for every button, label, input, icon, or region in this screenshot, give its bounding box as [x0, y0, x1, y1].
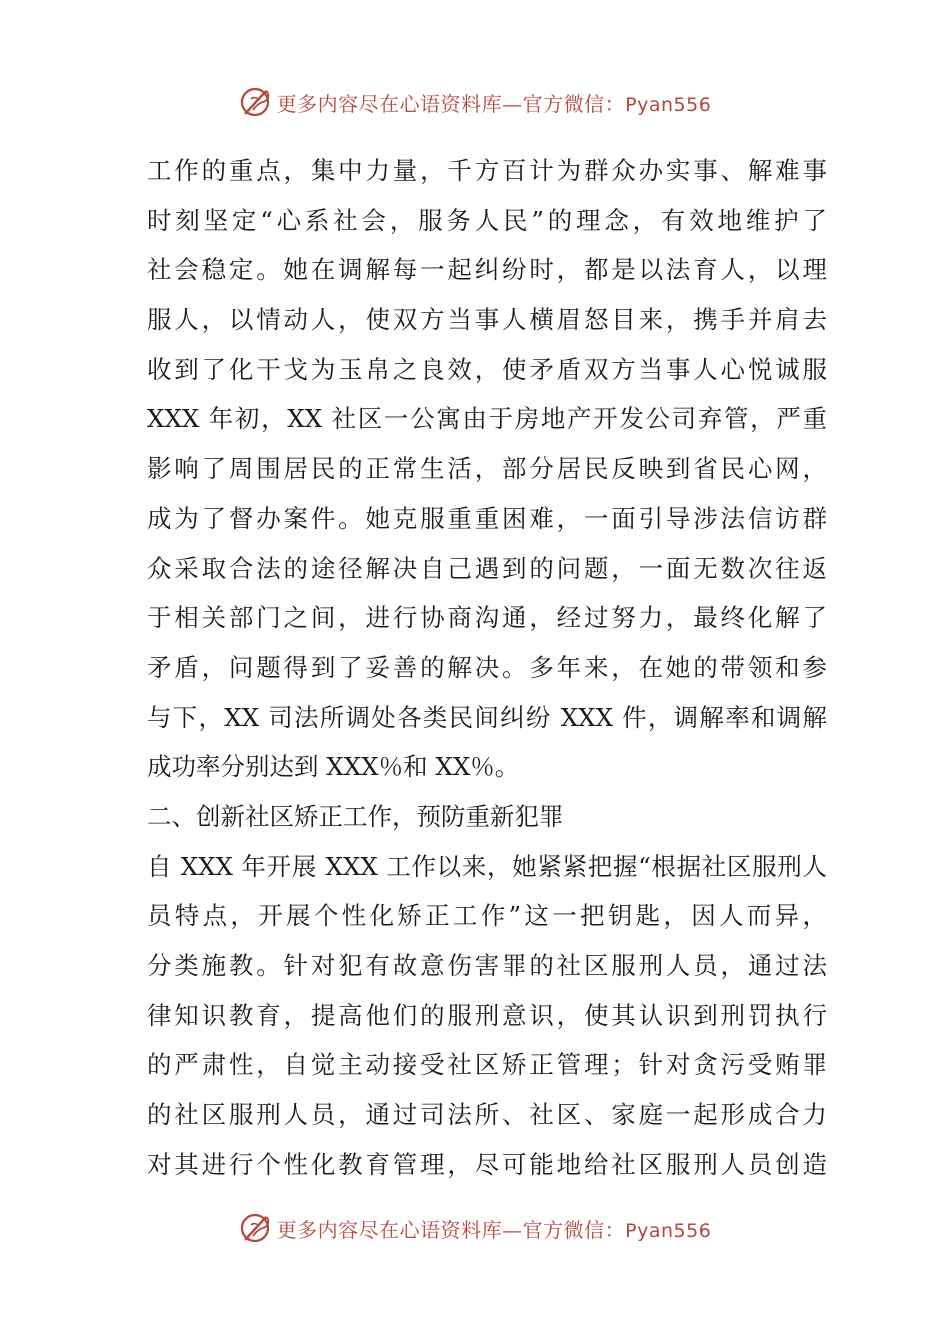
text-line: 社会稳定。她在调解每一起纠纷时，都是以法育人，以理: [147, 255, 827, 285]
text-line: 二、创新社区矫正工作，预防重新犯罪: [147, 801, 564, 831]
text-line: 自 XXX 年开展 XXX 工作以来，她紧紧把握“根据社区服刑人: [147, 851, 827, 881]
text-line: XXX 年初，XX 社区一公寓由于房地产开发公司弃管，严重: [147, 404, 827, 434]
text-line: 的严肃性，自觉主动接受社区矫正管理；针对贪污受贿罪: [147, 1050, 827, 1080]
text-line: 的社区服刑人员，通过司法所、社区、家庭一起形成合力: [147, 1100, 827, 1130]
watermark-text: [277, 88, 712, 117]
wechat-id: Pyan556: [625, 1219, 712, 1242]
wechat-id: Pyan556: [625, 93, 712, 116]
text-line: 对其进行个性化教育管理，尽可能地给社区服刑人员创造: [147, 1149, 827, 1179]
text-line: 时刻坚定“心系社会，服务人民”的理念，有效地维护了: [147, 205, 827, 235]
text-line: 服人，以情动人，使双方当事人横眉怒目来，携手并肩去: [147, 305, 827, 335]
text-line: 矛盾，问题得到了妥善的解决。多年来，在她的带领和参: [147, 652, 827, 682]
text-line: 与下，XX 司法所调处各类民间纠纷 XXX 件，调解率和调解: [147, 702, 827, 732]
quill-logo-icon: [239, 85, 273, 119]
text-line: 律知识教育，提高他们的服刑意识，使其认识到刑罚执行: [147, 1000, 827, 1030]
text-line: 成功率分别达到 XXX％和 XX％。: [147, 752, 520, 782]
quill-logo-icon: [239, 1211, 273, 1245]
text-line: 员特点，开展个性化矫正工作”这一把钥匙，因人而异，: [147, 901, 827, 931]
text-line: 成为了督办案件。她克服重重困难，一面引导涉法信访群: [147, 503, 827, 533]
footer-watermark-banner: [0, 1208, 950, 1248]
text-line: 于相关部门之间，进行协商沟通，经过努力，最终化解了: [147, 603, 827, 633]
text-line: 众采取合法的途径解决自己遇到的问题，一面无数次往返: [147, 553, 827, 583]
document-body: [147, 146, 827, 1189]
watermark-text: [277, 1214, 712, 1243]
watermark-label: 更多内容尽在心语资料库—官方微信：: [276, 91, 626, 116]
text-line: 影响了周围居民的正常生活，部分居民反映到省民心网，: [147, 454, 827, 484]
header-watermark-banner: [0, 82, 950, 122]
watermark-label: 更多内容尽在心语资料库—官方微信：: [276, 1217, 626, 1242]
text-line: 分类施教。针对犯有故意伤害罪的社区服刑人员，通过法: [147, 951, 827, 980]
text-line: 工作的重点，集中力量，千方百计为群众办实事、解难事: [147, 156, 827, 185]
text-line: 收到了化干戈为玉帛之良效，使矛盾双方当事人心悦诚服: [147, 354, 827, 384]
